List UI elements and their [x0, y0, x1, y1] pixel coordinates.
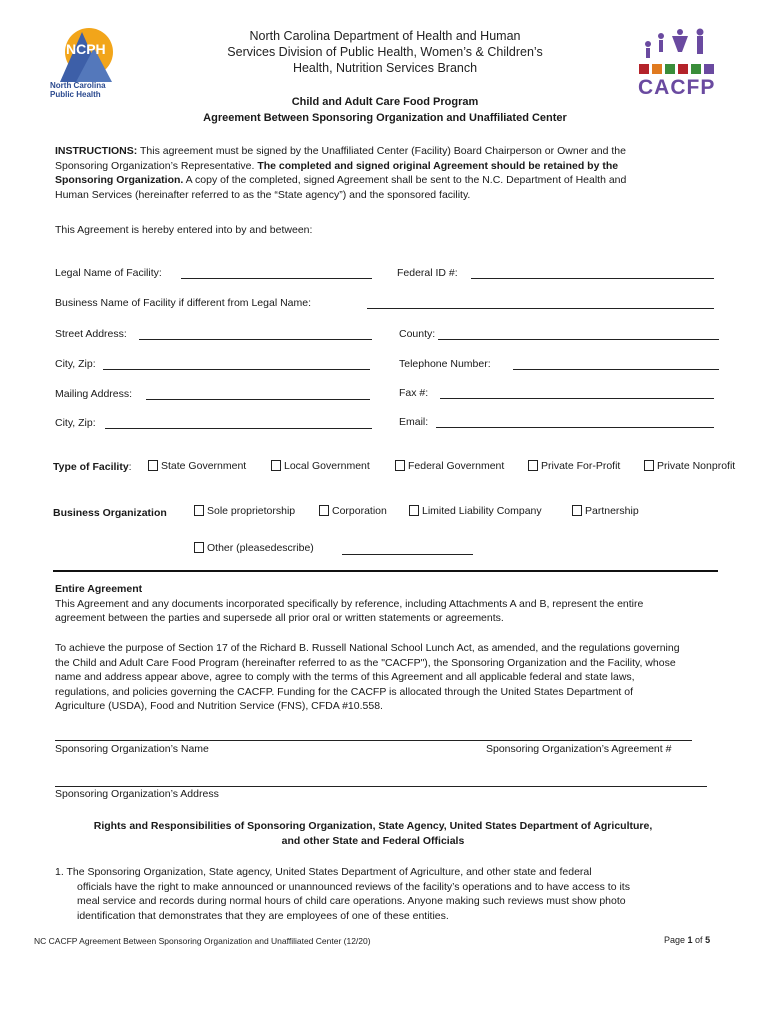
purpose-line-4: regulations, and policies governing the CACFP. Funding for the CACFP is allocated through the United States Department of	[55, 685, 634, 698]
business-option-sole-proprietorship[interactable]: Sole proprietorship	[194, 505, 295, 517]
county-field[interactable]	[438, 339, 719, 340]
checkbox[interactable]	[319, 505, 329, 516]
ncph-logo-caption-1: North Carolina	[50, 81, 106, 90]
rights-heading-1: Rights and Responsibilities of Sponsoring Organization, State Agency, United States Department of Agriculture,	[93, 820, 653, 832]
county-label: County:	[399, 328, 436, 340]
ncph-logo-text: NCPH	[66, 41, 106, 57]
email-label: Email:	[399, 416, 429, 428]
telephone-label: Telephone Number:	[399, 358, 491, 370]
business-name-label: Business Name of Facility if different from Legal Name:	[55, 297, 311, 309]
rights-item-1-line-4: identification that demonstrates that they are employees of one of these entities.	[77, 909, 449, 922]
street-address-field[interactable]	[139, 339, 372, 340]
checkbox[interactable]	[194, 542, 204, 553]
entire-agreement-line-2: agreement between the parties and supersede all prior oral or written statements or agreements.	[55, 612, 504, 624]
entire-agreement-heading: Entire Agreement	[55, 583, 143, 595]
facility-type-colon: :	[128, 461, 132, 473]
business-org-label: Business Organization	[53, 507, 167, 519]
telephone-field[interactable]	[513, 369, 719, 370]
legal-name-field[interactable]	[181, 278, 372, 279]
instructions-text-2: Sponsoring Organization’s Representative.	[55, 159, 258, 172]
city-zip-label-2: City, Zip:	[55, 417, 96, 429]
facility-option-local-government[interactable]: Local Government	[271, 460, 370, 472]
rights-item-1-line-1: 1. The Sponsoring Organization, State agency, United States Department of Agriculture, and other state and federal	[55, 866, 592, 878]
department-line-2: Services Division of Public Health, Women’s & Children’s	[227, 45, 543, 59]
page-prefix: Page	[664, 935, 688, 945]
checkbox[interactable]	[572, 505, 582, 516]
facility-option-state-government[interactable]: State Government	[148, 460, 246, 472]
federal-id-field[interactable]	[471, 278, 714, 279]
business-option-partnership[interactable]: Partnership	[572, 505, 639, 517]
fax-label: Fax #:	[399, 387, 429, 399]
facility-type-label-text: Type of Facility	[53, 461, 129, 473]
business-option-corporation[interactable]: Corporation	[319, 505, 387, 517]
purpose-paragraph	[55, 641, 720, 714]
purpose-line-5: Agriculture (USDA), Food and Nutrition Service (FNS), CFDA #10.558.	[55, 700, 383, 712]
mailing-address-label: Mailing Address:	[55, 388, 133, 400]
legal-name-label: Legal Name of Facility:	[55, 267, 162, 279]
checkbox[interactable]	[644, 460, 654, 471]
department-heading	[200, 28, 570, 76]
sponsor-name-label: Sponsoring Organization’s Name	[55, 743, 209, 755]
checkbox[interactable]	[148, 460, 158, 471]
rights-item-1-line-2: officials have the right to make announced or unannounced reviews of the facility’s operations and to have access to its	[77, 880, 630, 893]
entire-agreement	[55, 582, 720, 626]
ncph-logo-caption-2: Public Health	[50, 90, 101, 99]
page-of: of	[692, 935, 706, 945]
rights-item-1	[55, 865, 720, 923]
checkbox[interactable]	[395, 460, 405, 471]
other-describe-field[interactable]	[342, 554, 473, 555]
cacfp-logo-figures	[636, 26, 716, 80]
instructions-text-1: This agreement must be signed by the Unaffiliated Center (Facility) Board Chairperson or Owner and the	[137, 145, 626, 157]
instructions-label: INSTRUCTIONS:	[55, 145, 138, 157]
form-title: Child and Adult Care Food Program	[291, 96, 479, 108]
sponsor-name-field[interactable]	[55, 740, 692, 741]
fax-field[interactable]	[440, 398, 714, 399]
city-zip-field-1[interactable]	[103, 369, 370, 370]
sponsor-agreement-label: Sponsoring Organization’s Agreement #	[486, 743, 672, 755]
ncph-logo	[46, 24, 124, 102]
business-option-other[interactable]: Other (pleasedescribe)	[194, 542, 314, 554]
footer-left: NC CACFP Agreement Between Sponsoring Organization and Unaffiliated Center (12/20)	[34, 936, 371, 946]
intro-text: This Agreement is hereby entered into by and between:	[55, 224, 313, 236]
purpose-line-1: To achieve the purpose of Section 17 of the Richard B. Russell National School Lunch Act, as amended, and the regulations governing	[55, 642, 680, 654]
federal-id-label: Federal ID #:	[397, 267, 458, 279]
checkbox[interactable]	[409, 505, 419, 516]
instructions	[55, 144, 720, 202]
rights-item-1-line-3: meal service and records during normal hours of child care operations. Anyone making such reviews must show photo	[77, 895, 626, 907]
page-total: 5	[705, 935, 711, 945]
checkbox[interactable]	[194, 505, 204, 516]
instructions-text-4: Human Services (hereinafter referred to as the “State agency”) and the sponsored facility.	[55, 188, 471, 201]
checkbox[interactable]	[528, 460, 538, 471]
instructions-text-3: A copy of the completed, signed Agreement shall be sent to the N.C. Department of Health and	[183, 174, 627, 186]
purpose-line-2: the Child and Adult Care Food Program (hereinafter referred to as the "CACFP"), the Sponsoring Organization and the Facility, whose	[55, 656, 676, 669]
instructions-bold-3: Sponsoring Organization.	[55, 174, 184, 186]
page-number: 1	[687, 935, 693, 945]
cacfp-logo-text: CACFP	[638, 76, 716, 99]
rights-heading-2: and other State and Federal Officials	[281, 835, 465, 847]
department-line-1: North Carolina Department of Health and Human	[249, 29, 521, 43]
city-zip-field-2[interactable]	[105, 428, 372, 429]
business-name-field[interactable]	[367, 308, 714, 309]
facility-type-label	[53, 460, 132, 475]
city-zip-label-1: City, Zip:	[55, 358, 96, 370]
facility-option-private-for-profit[interactable]: Private For-Profit	[528, 460, 620, 472]
sponsor-address-label: Sponsoring Organization’s Address	[55, 788, 219, 800]
footer-page	[664, 935, 710, 945]
department-line-3: Health, Nutrition Services Branch	[292, 61, 478, 75]
cacfp-logo	[636, 26, 716, 100]
facility-option-private-nonprofit[interactable]: Private Nonprofit	[644, 460, 735, 472]
checkbox[interactable]	[271, 460, 281, 471]
mailing-address-field[interactable]	[146, 399, 370, 400]
facility-option-federal-government[interactable]: Federal Government	[395, 460, 504, 472]
business-option-llc[interactable]: Limited Liability Company	[409, 505, 542, 517]
purpose-line-3: name and address appear above, agree to comply with the terms of this Agreement and all applicable federal and state laws,	[55, 671, 635, 683]
street-address-label: Street Address:	[55, 328, 127, 340]
form-subtitle: Agreement Between Sponsoring Organization and Unaffiliated Center	[203, 112, 567, 124]
section-divider	[53, 570, 718, 572]
instructions-bold-2: The completed and signed original Agreement should be retained by the	[257, 159, 619, 172]
email-field[interactable]	[436, 427, 714, 428]
entire-agreement-line-1: This Agreement and any documents incorporated specifically by reference, including Attachments A and B, represent the entire	[55, 597, 644, 610]
